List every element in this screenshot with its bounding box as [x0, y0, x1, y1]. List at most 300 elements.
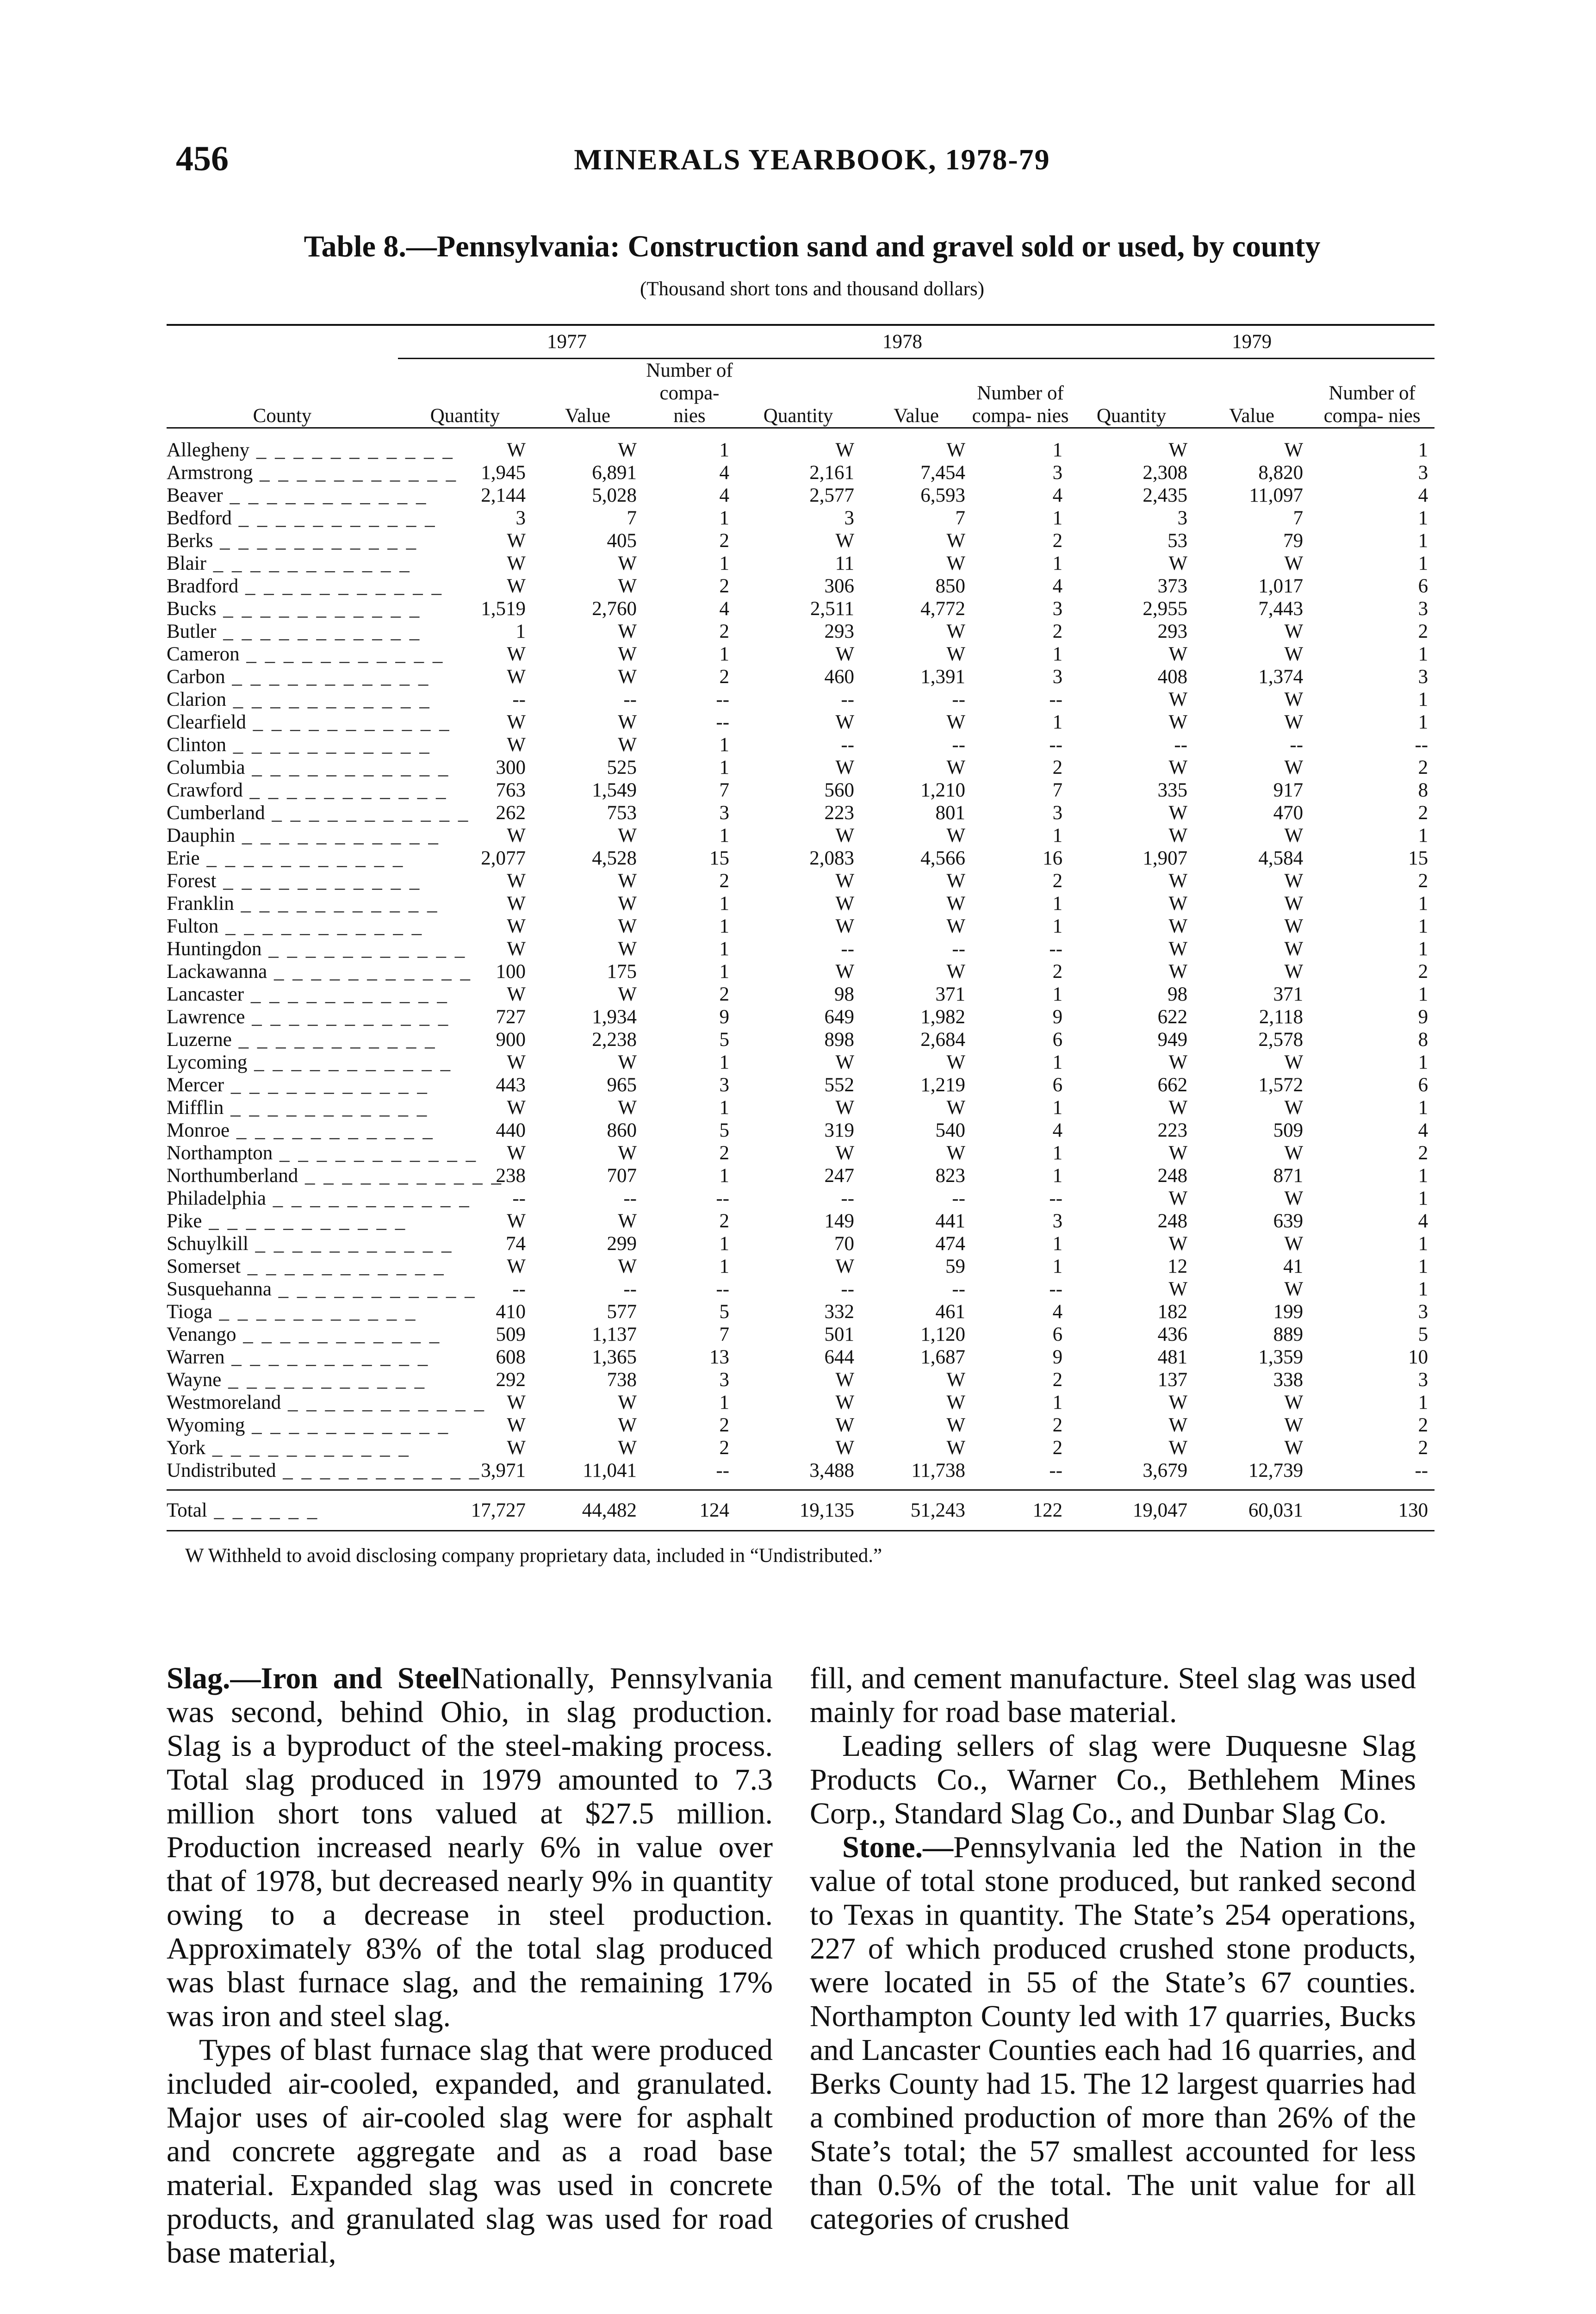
cell-n77: --: [716, 1188, 730, 1209]
table-row: [167, 620, 1435, 643]
county-name: Luzerne _ _ _ _ _ _ _ _ _ _ _: [167, 1029, 437, 1051]
table-row: [167, 1142, 1435, 1164]
slag-heading: Slag.—Iron and Steel: [167, 1661, 460, 1695]
cell-v77: --: [623, 1188, 637, 1209]
cell-q79: W: [1168, 711, 1188, 733]
cell-v79: 1,374: [1258, 666, 1304, 688]
cell-q79: --: [1174, 734, 1188, 756]
cell-q78: W: [835, 757, 855, 778]
cell-v77: W: [618, 1256, 637, 1277]
cell-q78: W: [835, 439, 855, 461]
cell-v77: 4,528: [592, 847, 637, 869]
cell-q77: W: [507, 711, 526, 733]
cell-v77: 11,041: [583, 1460, 637, 1481]
year-1978: 1978: [736, 325, 1069, 359]
cell-q79: 12: [1168, 1256, 1188, 1277]
county-name: Clarion _ _ _ _ _ _ _ _ _ _ _: [167, 689, 431, 710]
cell-n78: 2: [1052, 1369, 1063, 1391]
cell-v78: --: [952, 1278, 966, 1300]
cell-v78: W: [946, 870, 966, 892]
cell-q79: 662: [1157, 1074, 1188, 1096]
cell-n78: 9: [1052, 1006, 1063, 1028]
quantity-header-1977: Quantity: [398, 359, 532, 428]
cell-n79: 2: [1418, 870, 1428, 892]
county-name: Cameron _ _ _ _ _ _ _ _ _ _ _: [167, 643, 445, 665]
cell-n78: 3: [1052, 598, 1063, 620]
county-name: Mifflin _ _ _ _ _ _ _ _ _ _ _: [167, 1097, 429, 1119]
slag-sellers-paragraph: Leading sellers of slag were Duquesne Slag Products Co., Warner Co., Bethlehem Mines Corp., Standard Slag Co., and Dunbar Slag Co.: [810, 1729, 1416, 1830]
cell-n78: 4: [1052, 485, 1063, 506]
cell-q78: 332: [824, 1301, 855, 1323]
table-row: [167, 1096, 1435, 1119]
cell-v78: 6,593: [920, 485, 966, 506]
cell-q78: W: [835, 1392, 855, 1413]
table-row: [167, 983, 1435, 1006]
total-value-1977: 44,482: [532, 1490, 643, 1531]
cell-n79: 1: [1418, 825, 1428, 846]
cell-q79: W: [1168, 893, 1188, 914]
cell-v79: 470: [1273, 802, 1304, 824]
cell-v78: 441: [935, 1210, 966, 1232]
table-row: [167, 1232, 1435, 1255]
table-row: [167, 779, 1435, 802]
cell-n79: 1: [1418, 553, 1428, 574]
cell-v78: 1,391: [920, 666, 966, 688]
cell-q77: 1: [515, 621, 526, 642]
cell-q79: 408: [1157, 666, 1188, 688]
cell-q79: 949: [1157, 1029, 1188, 1051]
cell-n79: 3: [1418, 462, 1428, 484]
cell-v79: 639: [1273, 1210, 1304, 1232]
cell-v78: 2,684: [920, 1029, 966, 1051]
cell-v79: W: [1284, 643, 1304, 665]
cell-n78: 7: [1052, 779, 1063, 801]
cell-q79: 293: [1157, 621, 1188, 642]
cell-n79: 2: [1418, 1437, 1428, 1459]
year-1979: 1979: [1069, 325, 1435, 359]
table-row: [167, 1300, 1435, 1323]
cell-n78: 6: [1052, 1029, 1063, 1051]
total-value-1979: 60,031: [1194, 1490, 1310, 1531]
cell-n77: 1: [719, 893, 730, 914]
county-name: Dauphin _ _ _ _ _ _ _ _ _ _ _: [167, 825, 440, 846]
table-row: [167, 1414, 1435, 1437]
cell-n78: 1: [1052, 1142, 1063, 1164]
cell-n77: 2: [719, 1210, 730, 1232]
cell-n77: 1: [719, 1097, 730, 1119]
cell-v79: W: [1284, 938, 1304, 960]
table-row: [167, 1006, 1435, 1028]
county-name: Erie _ _ _ _ _ _ _ _ _ _ _: [167, 847, 405, 869]
cell-n79: 1: [1418, 507, 1428, 529]
table-row: [167, 1391, 1435, 1414]
cell-n77: 2: [719, 1142, 730, 1164]
cell-v78: 7,454: [920, 462, 966, 484]
cell-n79: 6: [1418, 575, 1428, 597]
cell-v78: 1,210: [920, 779, 966, 801]
cell-q77: W: [507, 938, 526, 960]
cell-n77: 4: [719, 485, 730, 506]
county-name: Butler _ _ _ _ _ _ _ _ _ _ _: [167, 621, 422, 642]
cell-q77: --: [512, 689, 526, 710]
cell-q78: W: [835, 961, 855, 983]
cell-v79: W: [1284, 1233, 1304, 1255]
cell-n78: --: [1049, 938, 1063, 960]
cell-q77: 900: [496, 1029, 526, 1051]
cell-q79: 182: [1157, 1301, 1188, 1323]
cell-n77: 13: [709, 1346, 730, 1368]
cell-v79: W: [1284, 1097, 1304, 1119]
cell-q78: 306: [824, 575, 855, 597]
cell-n79: 8: [1418, 1029, 1428, 1051]
page-number: 456: [176, 139, 229, 178]
cell-v78: 1,982: [920, 1006, 966, 1028]
total-quantity-1977: 17,727: [398, 1490, 532, 1531]
cell-v77: W: [618, 734, 637, 756]
cell-q79: W: [1168, 1233, 1188, 1255]
cell-v77: W: [618, 643, 637, 665]
cell-q77: W: [507, 1437, 526, 1459]
cell-v79: W: [1284, 1142, 1304, 1164]
table-row: [167, 461, 1435, 484]
cell-v79: 79: [1283, 530, 1304, 552]
cell-q79: W: [1168, 938, 1188, 960]
county-name: Huntingdon _ _ _ _ _ _ _ _ _ _ _: [167, 938, 467, 960]
cell-q79: W: [1168, 439, 1188, 461]
total-label: Total _ _ _ _ _ _: [167, 1490, 398, 1531]
cell-v78: 850: [935, 575, 966, 597]
cell-q77: W: [507, 575, 526, 597]
cell-n78: 3: [1052, 802, 1063, 824]
cell-q79: 335: [1157, 779, 1188, 801]
cell-v77: 1,137: [592, 1324, 637, 1345]
cell-v78: W: [946, 1369, 966, 1391]
table-row: [167, 688, 1435, 711]
cell-n77: --: [716, 711, 730, 733]
cell-n78: 3: [1052, 666, 1063, 688]
cell-q79: W: [1168, 553, 1188, 574]
cell-n79: 1: [1418, 1165, 1428, 1187]
cell-q78: W: [835, 643, 855, 665]
cell-q78: 552: [824, 1074, 855, 1096]
county-name: Susquehanna _ _ _ _ _ _ _ _ _ _ _: [167, 1278, 477, 1300]
cell-n78: 1: [1052, 1256, 1063, 1277]
cell-v77: W: [618, 1097, 637, 1119]
cell-v79: 41: [1283, 1256, 1304, 1277]
table-row: [167, 1051, 1435, 1074]
cell-n77: 1: [719, 938, 730, 960]
cell-n78: 6: [1052, 1074, 1063, 1096]
table-row: [167, 666, 1435, 688]
county-name: Pike _ _ _ _ _ _ _ _ _ _ _: [167, 1210, 407, 1232]
cell-q78: 3: [844, 507, 855, 529]
cell-q77: W: [507, 530, 526, 552]
county-name: Tioga _ _ _ _ _ _ _ _ _ _ _: [167, 1301, 417, 1323]
construction-sand-gravel-table: [167, 324, 1435, 1531]
cell-n78: 9: [1052, 1346, 1063, 1368]
cell-n78: 4: [1052, 575, 1063, 597]
cell-n79: 1: [1418, 689, 1428, 710]
county-name: Philadelphia _ _ _ _ _ _ _ _ _ _ _: [167, 1188, 471, 1209]
cell-n77: 3: [719, 1074, 730, 1096]
table-row: [167, 552, 1435, 575]
cell-n79: 5: [1418, 1324, 1428, 1345]
cell-n77: 1: [719, 961, 730, 983]
cell-q79: 2,435: [1143, 485, 1188, 506]
cell-v78: W: [946, 1142, 966, 1164]
cell-v78: W: [946, 439, 966, 461]
cell-q79: W: [1168, 961, 1188, 983]
table-row: [167, 711, 1435, 734]
cell-n77: --: [716, 1460, 730, 1481]
table-row: [167, 1164, 1435, 1187]
cell-q79: 1,907: [1143, 847, 1188, 869]
cell-n78: --: [1049, 1460, 1063, 1481]
table-row: [167, 802, 1435, 824]
county-name: Carbon _ _ _ _ _ _ _ _ _ _ _: [167, 666, 430, 688]
cell-n78: 1: [1052, 1165, 1063, 1187]
cell-q78: 2,511: [810, 598, 855, 620]
county-name: Berks _ _ _ _ _ _ _ _ _ _ _: [167, 530, 418, 552]
cell-v78: 1,687: [920, 1346, 966, 1368]
cell-n79: 8: [1418, 779, 1428, 801]
county-name: Crawford _ _ _ _ _ _ _ _ _ _ _: [167, 779, 448, 801]
column-header-row: [167, 359, 1435, 428]
cell-v78: W: [946, 553, 966, 574]
quantity-header-1979: Quantity: [1069, 359, 1194, 428]
cell-q78: --: [841, 734, 855, 756]
table-row: [167, 1028, 1435, 1051]
cell-q77: 3,971: [481, 1460, 526, 1481]
cell-n79: 1: [1418, 1256, 1428, 1277]
cell-v79: W: [1284, 1414, 1304, 1436]
cell-n78: 4: [1052, 1120, 1063, 1141]
cell-v79: 917: [1273, 779, 1304, 801]
total-companies-1978: 122: [972, 1490, 1069, 1531]
cell-q78: W: [835, 870, 855, 892]
cell-n78: 1: [1052, 711, 1063, 733]
cell-q77: 763: [496, 779, 526, 801]
cell-q77: W: [507, 825, 526, 846]
cell-q79: W: [1168, 643, 1188, 665]
cell-q77: W: [507, 1414, 526, 1436]
cell-v79: W: [1284, 689, 1304, 710]
cell-q77: 410: [496, 1301, 526, 1323]
cell-v78: W: [946, 1097, 966, 1119]
cell-q78: 223: [824, 802, 855, 824]
table-row: [167, 847, 1435, 870]
cell-n78: --: [1049, 1188, 1063, 1209]
cell-v79: 2,578: [1258, 1029, 1304, 1051]
cell-q78: --: [841, 938, 855, 960]
county-name: Undistributed _ _ _ _ _ _ _ _ _ _ _: [167, 1460, 481, 1481]
table-row: [167, 1074, 1435, 1096]
cell-n78: 1: [1052, 1233, 1063, 1255]
county-name: Bradford _ _ _ _ _ _ _ _ _ _ _: [167, 575, 443, 597]
county-name: Lawrence _ _ _ _ _ _ _ _ _ _ _: [167, 1006, 450, 1028]
cell-n79: 3: [1418, 598, 1428, 620]
cell-n79: 1: [1418, 1188, 1428, 1209]
cell-q79: 98: [1168, 983, 1188, 1005]
table-body: [167, 428, 1435, 1490]
cell-q78: 501: [824, 1324, 855, 1345]
cell-q78: W: [835, 1051, 855, 1073]
cell-n78: 1: [1052, 439, 1063, 461]
cell-v77: W: [618, 915, 637, 937]
cell-n77: 2: [719, 1414, 730, 1436]
cell-n78: --: [1049, 689, 1063, 710]
cell-v77: W: [618, 553, 637, 574]
cell-q77: 1,945: [481, 462, 526, 484]
cell-v78: 59: [945, 1256, 966, 1277]
cell-n79: 1: [1418, 915, 1428, 937]
cell-n79: 1: [1418, 893, 1428, 914]
county-name: Wayne _ _ _ _ _ _ _ _ _ _ _: [167, 1369, 427, 1391]
cell-v79: 1,359: [1258, 1346, 1304, 1368]
cell-n79: --: [1415, 1460, 1428, 1481]
cell-n77: 4: [719, 598, 730, 620]
cell-v77: W: [618, 1437, 637, 1459]
cell-n77: 1: [719, 757, 730, 778]
cell-v78: 1,120: [920, 1324, 966, 1345]
cell-v79: W: [1284, 553, 1304, 574]
cell-v77: 5,028: [592, 485, 637, 506]
table-row: [167, 1323, 1435, 1346]
cell-v78: W: [946, 1414, 966, 1436]
county-name: Venango _ _ _ _ _ _ _ _ _ _ _: [167, 1324, 441, 1345]
table-title: Table 8.—Pennsylvania: Construction sand and gravel sold or used, by county: [304, 230, 1321, 263]
county-header: County: [167, 359, 398, 428]
cell-n78: --: [1049, 1278, 1063, 1300]
county-name: Lancaster _ _ _ _ _ _ _ _ _ _ _: [167, 983, 449, 1005]
cell-n77: 1: [719, 825, 730, 846]
cell-v77: 2,238: [592, 1029, 637, 1051]
cell-q77: W: [507, 666, 526, 688]
cell-q79: W: [1168, 1278, 1188, 1300]
cell-v77: W: [618, 1051, 637, 1073]
total-companies-1979: 130: [1310, 1490, 1435, 1531]
cell-v77: W: [618, 1414, 637, 1436]
cell-q78: 644: [824, 1346, 855, 1368]
cell-n77: 7: [719, 779, 730, 801]
cell-n77: 1: [719, 507, 730, 529]
cell-n77: 1: [719, 1233, 730, 1255]
table-row: [167, 575, 1435, 597]
cell-n77: 5: [719, 1301, 730, 1323]
cell-q79: 53: [1168, 530, 1188, 552]
cell-q78: 293: [824, 621, 855, 642]
cell-n77: 1: [719, 643, 730, 665]
county-name: Clinton _ _ _ _ _ _ _ _ _ _ _: [167, 734, 431, 756]
cell-v77: 1,365: [592, 1346, 637, 1368]
cell-q77: W: [507, 1210, 526, 1232]
county-name: Northumberland _ _ _ _ _ _ _ _ _ _ _: [167, 1165, 503, 1187]
cell-q78: 319: [824, 1120, 855, 1141]
cell-q77: 1,519: [481, 598, 526, 620]
cell-q78: 98: [834, 983, 855, 1005]
cell-v79: W: [1284, 1188, 1304, 1209]
companies-header-1978: Number of compa- nies: [972, 359, 1069, 428]
cell-n78: --: [1049, 734, 1063, 756]
cell-n77: 2: [719, 530, 730, 552]
cell-v78: --: [952, 938, 966, 960]
cell-q77: 100: [496, 961, 526, 983]
cell-q78: W: [835, 711, 855, 733]
cell-n79: 1: [1418, 1278, 1428, 1300]
cell-q79: W: [1168, 802, 1188, 824]
county-name: Clearfield _ _ _ _ _ _ _ _ _ _ _: [167, 711, 451, 733]
cell-q79: W: [1168, 1414, 1188, 1436]
cell-n77: 1: [719, 1051, 730, 1073]
table-row: [167, 824, 1435, 847]
cell-v77: --: [623, 1278, 637, 1300]
table-row: [167, 484, 1435, 507]
cell-n78: 6: [1052, 1324, 1063, 1345]
cell-v79: W: [1284, 1278, 1304, 1300]
cell-n79: 1: [1418, 439, 1428, 461]
cell-v77: 753: [607, 802, 637, 824]
county-name: Wyoming _ _ _ _ _ _ _ _ _ _ _: [167, 1414, 450, 1436]
companies-header-1979: Number of compa- nies: [1310, 359, 1435, 428]
cell-v78: W: [946, 961, 966, 983]
total-value-1978: 51,243: [861, 1490, 972, 1531]
county-name: Beaver _ _ _ _ _ _ _ _ _ _ _: [167, 485, 428, 506]
cell-q78: 2,577: [809, 485, 855, 506]
cell-v78: 801: [935, 802, 966, 824]
cell-n79: 3: [1418, 1369, 1428, 1391]
cell-q77: 509: [496, 1324, 526, 1345]
table-row: [167, 870, 1435, 892]
cell-n77: 2: [719, 666, 730, 688]
total-quantity-1978: 19,135: [736, 1490, 861, 1531]
cell-q78: 560: [824, 779, 855, 801]
cell-n78: 2: [1052, 961, 1063, 983]
cell-q79: 2,955: [1143, 598, 1188, 620]
cell-v78: 474: [935, 1233, 966, 1255]
cell-q77: 443: [496, 1074, 526, 1096]
cell-q78: W: [835, 1142, 855, 1164]
table-row: [167, 1459, 1435, 1490]
table-row: [167, 1278, 1435, 1300]
cell-q77: 74: [506, 1233, 526, 1255]
body-text: [167, 1661, 1444, 2309]
value-header-1979: Value: [1194, 359, 1310, 428]
cell-n77: 5: [719, 1029, 730, 1051]
cell-n79: 1: [1418, 711, 1428, 733]
cell-n79: 1: [1418, 938, 1428, 960]
cell-v79: 889: [1273, 1324, 1304, 1345]
table-row: [167, 1368, 1435, 1391]
cell-v77: 860: [607, 1120, 637, 1141]
cell-q77: W: [507, 1051, 526, 1073]
cell-n77: 7: [719, 1324, 730, 1345]
cell-v77: 175: [607, 961, 637, 983]
cell-n79: 1: [1418, 1233, 1428, 1255]
cell-q77: 608: [496, 1346, 526, 1368]
cell-q77: 440: [496, 1120, 526, 1141]
cell-n78: 2: [1052, 870, 1063, 892]
county-name: Lackawanna _ _ _ _ _ _ _ _ _ _ _: [167, 961, 472, 983]
cell-q77: W: [507, 1392, 526, 1413]
cell-n77: 2: [719, 575, 730, 597]
cell-v77: W: [618, 1392, 637, 1413]
table-row: [167, 597, 1435, 620]
cell-q79: 3: [1177, 507, 1188, 529]
cell-v79: 371: [1273, 983, 1304, 1005]
cell-n79: 1: [1418, 643, 1428, 665]
cell-q77: 238: [496, 1165, 526, 1187]
cell-n78: 1: [1052, 553, 1063, 574]
